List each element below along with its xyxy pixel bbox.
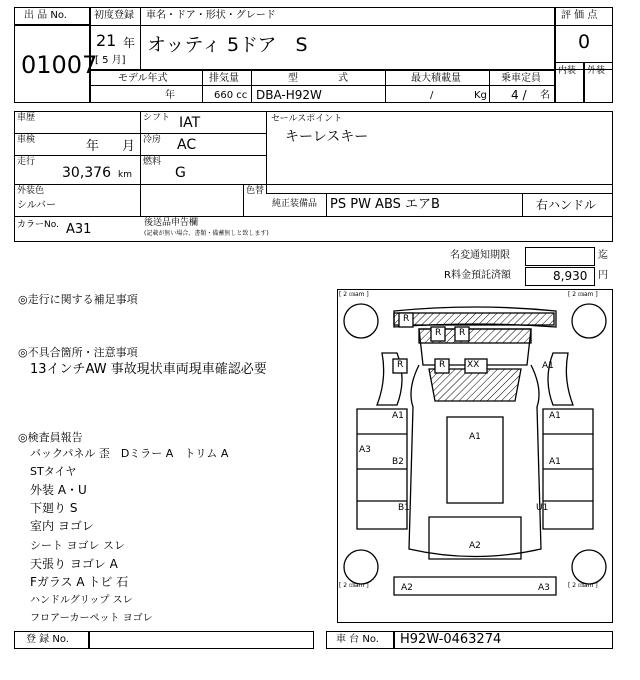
max-load-unit: Kg [474,90,487,101]
inspection-month-unit: 月 [122,139,136,154]
wheel-rear-right [572,550,606,584]
wheel-rear-left [344,550,378,584]
damage-mark-xx: XX [467,360,480,370]
front-bumper-strip [394,313,554,325]
model-year-label: モデル年式 [118,73,168,84]
inspector-line: STタイヤ [30,465,77,478]
damage-mark-r: R [403,314,410,324]
capacity-value: 4 / [511,88,527,102]
ac-label: 冷房 [143,135,162,145]
color-number-label: カラーNo. [17,220,59,230]
corner-label-top-right: [ 2 ㎝am ] [568,291,598,298]
damage-mark-u1: U1 [536,503,549,513]
driving-notes-title: ◎走行に関する補足事項 [18,293,138,306]
inspector-line: 天張り ヨゴレ A [30,557,118,571]
first-registration-year: 21 [96,31,117,50]
defect-notes-text: 13インチAW 事故現状車両現車確認必要 [30,362,267,377]
aftermarket-label: 後送品申告欄 [144,218,199,228]
rating-label: 評 価 点 [561,10,598,21]
inspection-label: 車検 [17,135,36,145]
roof-panel [447,417,503,503]
aftermarket-note: (記載が無い場合、書類・備蓄無しと致します) [144,230,269,237]
chassis-number-label: 車 台 No. [336,634,379,645]
shift-value: IAT [179,115,201,131]
corner-label-bottom-left: [ 2 ㎝am ] [339,582,369,589]
sales-point-value: キーレスキー [285,129,369,145]
registration-number-cell [89,631,314,649]
rating-value: 0 [578,31,591,53]
inspection-year-unit: 年 [86,139,100,154]
damage-mark-r: R [397,360,404,370]
color-number-value: A31 [66,222,92,237]
damage-mark-r: R [435,328,442,338]
car-name-label: 車名・ドア・形状・グレード [146,10,276,21]
inspector-line: 室内 ヨゴレ [30,519,94,533]
steering-side-value: 右ハンドル [536,198,597,212]
type-label: 型 式 [288,73,348,84]
equipment-value: PS PW ABS エアB [330,197,440,212]
model-year-unit: 年 [165,90,175,101]
color-change-label: 色替 [246,186,265,196]
first-registration-year-unit: 年 [123,36,136,50]
inspector-line: Fガラス A トビ 石 [30,575,129,589]
defect-notes-title: ◎不具合箇所・注意事項 [18,346,138,359]
recycle-fee-value: 8,930 [553,269,588,283]
wheel-front-left [344,304,378,338]
inspector-line: 下廻り S [30,501,78,515]
mileage-unit: km [118,170,132,180]
inspector-line: 外装 A・U [30,483,87,497]
windshield-outline [429,369,521,401]
exterior-color-value: シルバー [17,200,57,211]
mileage-label: 走行 [17,157,36,167]
corner-label-top-left: [ 2 ㎝am ] [339,291,369,298]
exterior-color-label: 外装色 [17,186,45,196]
damage-mark-a1-right-door: A1 [549,411,561,421]
car-body-diagram [337,289,613,623]
fuel-label: 燃料 [143,157,162,167]
mileage-value: 30,376 [62,165,111,181]
type-value: DBA-H92W [256,88,322,102]
name-change-deadline-box [525,247,595,266]
interior-label: 内装 [558,66,577,76]
recycle-fee-unit: 円 [598,270,608,281]
damage-mark-a2-rear: A2 [469,541,481,551]
car-name: オッティ 5ドア S [147,34,308,56]
registration-number-label: 登 録 No. [26,634,69,645]
shift-label: シフト [143,113,171,123]
ac-value: AC [177,137,197,153]
max-load-label: 最大積載量 [411,73,461,84]
fuel-value: G [175,165,186,181]
damage-mark-a1-right-front: A1 [542,361,554,371]
damage-mark-a1-right-rear: A1 [549,457,561,467]
rear-hatch-outline [429,517,521,559]
inspector-line: フロアーカーペット ヨゴレ [30,613,153,624]
lot-number: 01007 [21,51,98,79]
chassis-number-value: H92W-0463274 [400,632,502,647]
recycle-fee-label: R料金預託済額 [444,270,511,281]
inspector-line: シート ヨゴレ スレ [30,539,125,552]
inspector-report-title: ◎検査員報告 [18,431,83,444]
first-registration-month: [ 5 月] [95,55,126,66]
displacement-value: 660 cc [214,90,248,101]
displacement-label: 排気量 [209,73,239,84]
inspector-line: ハンドルグリップ スレ [30,595,133,606]
first-registration-label: 初度登録 [94,10,134,21]
exterior-label: 外装 [587,66,606,76]
name-change-deadline-label: 名変通知期限 [450,250,510,261]
history-label: 車歴 [17,113,36,123]
damage-mark-a2-bumper: A2 [401,583,413,593]
damage-mark-r: R [439,360,446,370]
capacity-unit: 名 [540,90,550,101]
max-load-separator: / [430,90,434,101]
wheel-front-right [572,304,606,338]
damage-mark-a1-roof: A1 [469,432,481,442]
damage-mark-a3-left: A3 [359,445,371,455]
sales-point-label: セールスポイント [271,114,343,124]
rear-bumper-outline [394,577,556,595]
damage-mark-a3-bumper: A3 [538,583,550,593]
damage-mark-r: R [459,328,466,338]
inspector-line: バックパネル 歪 Dミラー A トリム A [30,447,229,460]
name-change-deadline-unit: 迄 [598,250,608,261]
corner-label-bottom-right: [ 2 ㎝am ] [568,582,598,589]
damage-mark-b2: B2 [392,457,404,467]
equipment-label: 純正装備品 [272,199,318,209]
capacity-label: 乗車定員 [501,73,541,84]
damage-mark-b1: B1 [398,503,410,513]
lot-number-label: 出 品 No. [24,10,67,21]
damage-mark-a1-left-door: A1 [392,411,404,421]
